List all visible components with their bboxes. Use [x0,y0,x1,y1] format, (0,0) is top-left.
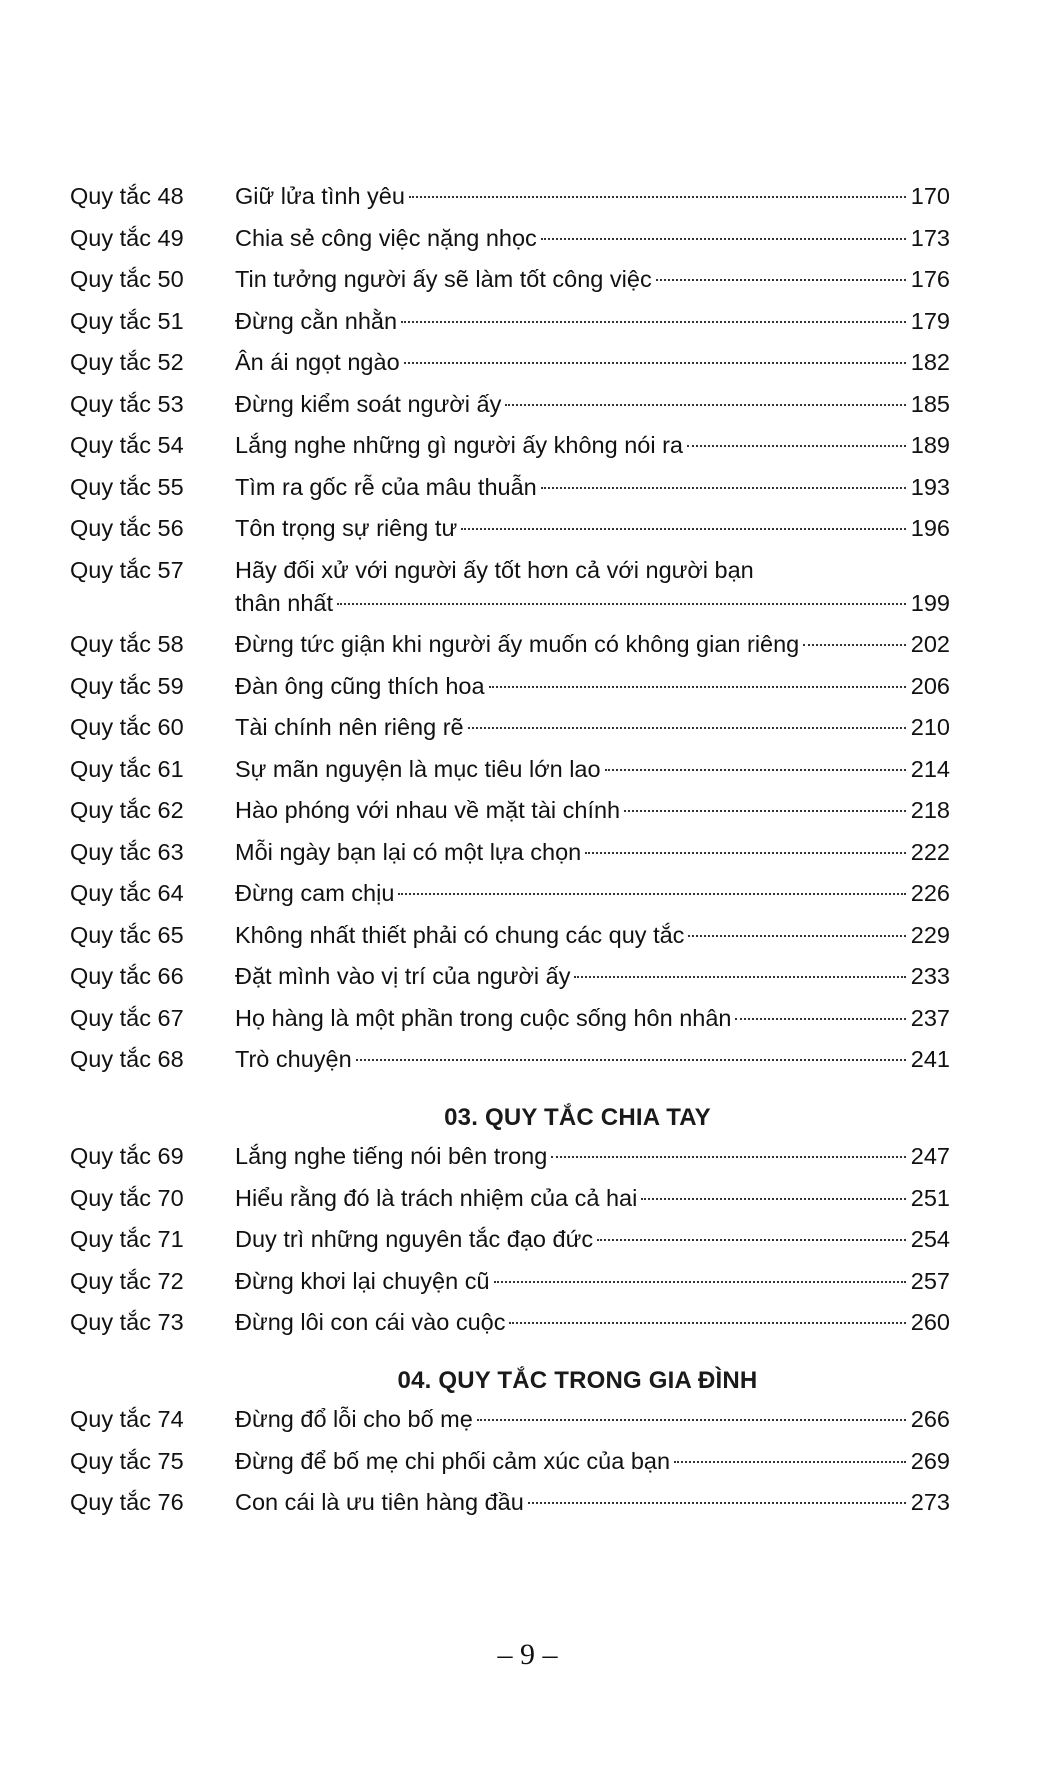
toc-entry [70,753,950,786]
page-number: 214 [910,755,950,782]
entry-title: Đừng để bố mẹ chi phối cảm xúc của bạn [235,1447,671,1474]
entry-title: Lắng nghe tiếng nói bên trong [235,1143,548,1169]
toc-entry [70,1403,950,1436]
entry-line [235,919,950,952]
toc-entry [70,711,950,744]
page-number: 170 [910,183,950,209]
page-number: 251 [910,1184,950,1211]
entry-line [235,1043,950,1076]
toc-entry [70,1182,950,1215]
page-number: 218 [910,797,950,823]
page-number: 199 [910,589,950,616]
page-number: 254 [910,1226,950,1252]
page-number: 189 [910,432,950,458]
rule-number: Quy tắc 52 [70,349,184,375]
toc-entry [70,305,950,338]
entry-title: Tìm ra gốc rễ của mâu thuẫn [235,473,537,500]
toc-entry [70,346,950,379]
entry-line [235,794,950,827]
entry-title: Đừng cằn nhằn [235,307,398,334]
rule-number: Quy tắc 66 [70,963,184,989]
entry-title: Đừng đổ lỗi cho bố mẹ [235,1406,473,1432]
page-number: 269 [910,1447,950,1474]
entry-line [235,1445,950,1478]
entry-title: Không nhất thiết phải có chung các quy tắc [235,921,685,948]
dot-leader [656,279,906,281]
page-number: 179 [910,307,950,334]
section-heading: 04. QUY TẮC TRONG GIA ĐÌNH [397,1367,758,1394]
entry-title: Đừng cam chịu [235,880,395,906]
page-number-footer: – 9 – [497,1638,558,1671]
entry-title: Đừng kiểm soát người ấy [235,390,502,417]
toc-entry [70,1486,950,1519]
entry-body [235,1306,950,1339]
dot-leader [541,238,906,240]
entry-line [235,512,950,545]
page-number: 273 [910,1489,950,1515]
entry-body [235,305,950,338]
dot-leader [404,362,906,364]
entry-line [235,388,950,421]
entry-body [235,471,950,504]
toc-entry [70,1445,950,1478]
page-number: 173 [910,224,950,251]
rule-number: Quy tắc 75 [70,1447,184,1474]
entry-line [235,263,950,296]
dot-leader [641,1198,906,1200]
entry-title: Lắng nghe những gì người ấy không nói ra [235,432,684,458]
entry-body [235,263,950,296]
rule-number: Quy tắc 62 [70,797,184,823]
entry-line [235,222,950,255]
page-number: 182 [910,349,950,375]
page-number: 260 [910,1309,950,1335]
entry-title: Tôn trọng sự riêng tư [235,515,458,541]
dot-leader [674,1461,906,1463]
toc-entry [70,263,950,296]
rule-number: Quy tắc 69 [70,1143,184,1169]
entry-body [235,1445,950,1478]
entry-body [235,1403,950,1436]
page-number: 222 [910,838,950,865]
toc-entry [70,471,950,504]
toc-entry [70,877,950,910]
entry-title: Con cái là ưu tiên hàng đầu [235,1489,524,1515]
table-of-contents [70,180,950,1528]
toc-entry [70,1043,950,1076]
entry-line [235,877,950,910]
toc-entry [70,670,950,703]
entry-line [235,711,950,744]
rule-number: Quy tắc 56 [70,515,184,541]
rule-number: Quy tắc 68 [70,1046,184,1072]
entry-body [235,429,950,462]
entry-title: Trò chuyện [235,1046,352,1072]
entry-body [235,1182,950,1215]
toc-entry [70,1265,950,1298]
toc-section [70,180,950,1076]
rule-number: Quy tắc 70 [70,1184,184,1211]
dot-leader [551,1156,906,1158]
toc-section [70,1098,950,1339]
entry-body [235,222,950,255]
dot-leader [585,852,906,854]
entry-title: Họ hàng là một phần trong cuộc sống hôn nhân [235,1004,732,1031]
entry-line [235,1265,950,1298]
entry-line [235,628,950,661]
entry-title: Hiểu rằng đó là trách nhiệm của cả hai [235,1184,638,1211]
page-number: 202 [910,631,950,657]
entry-line [235,1182,950,1215]
page-number: 193 [910,473,950,500]
entry-body [235,388,950,421]
rule-number: Quy tắc 65 [70,921,184,948]
entry-body [235,512,950,545]
entry-body [235,1002,950,1035]
entry-body [235,836,950,869]
entry-title: Chia sẻ công việc nặng nhọc [235,224,537,251]
entry-line [235,1403,950,1436]
rule-number: Quy tắc 48 [70,183,184,209]
entry-body [235,877,950,910]
dot-leader [356,1059,906,1061]
rule-number: Quy tắc 61 [70,755,184,782]
dot-leader [574,976,906,978]
entry-title: Đặt mình vào vị trí của người ấy [235,963,571,989]
entry-title: Duy trì những nguyên tắc đạo đức [235,1226,594,1252]
dot-leader [468,727,906,729]
rule-number: Quy tắc 67 [70,1004,184,1031]
toc-entry [70,919,950,952]
rule-number: Quy tắc 71 [70,1226,184,1252]
page-number: 229 [910,921,950,948]
page-number: 185 [910,390,950,417]
toc-entry [70,429,950,462]
page-number: 247 [910,1143,950,1169]
entry-line [235,1486,950,1519]
rule-number: Quy tắc 59 [70,672,184,699]
toc-entry [70,554,950,620]
entry-body [235,628,950,661]
entry-line [235,1140,950,1173]
rule-number: Quy tắc 73 [70,1309,184,1335]
rule-number: Quy tắc 58 [70,631,184,657]
toc-entry [70,180,950,213]
dot-leader [398,893,906,895]
dot-leader [688,935,906,937]
rule-number: Quy tắc 54 [70,432,184,458]
rule-number: Quy tắc 50 [70,266,184,292]
dot-leader [401,321,906,323]
rule-number: Quy tắc 53 [70,390,184,417]
rule-number: Quy tắc 55 [70,473,184,500]
entry-title: Tài chính nên riêng rẽ [235,714,464,740]
entry-title: Ân ái ngọt ngào [235,349,400,375]
entry-line [235,1306,950,1339]
dot-leader [337,603,906,605]
page-number: 206 [910,672,950,699]
entry-title: Đàn ông cũng thích hoa [235,672,485,699]
entry-title: Giữ lửa tình yêu [235,183,405,209]
entry-title: thân nhất [235,589,334,616]
toc-entry [70,1140,950,1173]
dot-leader [735,1018,906,1020]
entry-title: Sự mãn nguyện là mục tiêu lớn lao [235,755,601,782]
entry-title: Hào phóng với nhau về mặt tài chính [235,797,621,823]
entry-line [235,587,950,620]
entry-body [235,1043,950,1076]
toc-entry [70,836,950,869]
toc-entry [70,628,950,661]
entry-line [235,1223,950,1256]
dot-leader [541,487,906,489]
page-number: 266 [910,1406,950,1432]
entry-body [235,794,950,827]
toc-entry [70,512,950,545]
entry-body [235,711,950,744]
toc-entry [70,1223,950,1256]
page-number: 196 [910,515,950,541]
entry-line [235,305,950,338]
entry-line [235,471,950,504]
entry-line [235,753,950,786]
rule-number: Quy tắc 64 [70,880,184,906]
entry-line [235,1002,950,1035]
dot-leader [494,1281,906,1283]
toc-entry [70,222,950,255]
dot-leader [461,528,906,530]
page-number: 241 [910,1046,950,1072]
rule-number: Quy tắc 51 [70,307,184,334]
entry-line [235,180,950,213]
entry-body [235,919,950,952]
dot-leader [409,196,906,198]
dot-leader [528,1502,906,1504]
rule-number: Quy tắc 74 [70,1406,184,1432]
dot-leader [477,1419,906,1421]
page-number: 257 [910,1267,950,1294]
entry-body [235,346,950,379]
entry-body [235,960,950,993]
entry-body [235,670,950,703]
rule-number: Quy tắc 76 [70,1489,184,1515]
dot-leader [605,769,906,771]
entry-body [235,1486,950,1519]
entry-title: Đừng tức giận khi người ấy muốn có không gian riêng [235,631,800,657]
page-number: 176 [910,266,950,292]
rule-number: Quy tắc 49 [70,224,184,251]
entry-body [235,1223,950,1256]
toc-entry [70,960,950,993]
rule-number: Quy tắc 72 [70,1267,184,1294]
page-number: 237 [910,1004,950,1031]
entry-body [235,1265,950,1298]
entry-title: Mỗi ngày bạn lại có một lựa chọn [235,838,582,865]
toc-section [70,1361,950,1519]
entry-title: Tin tưởng người ấy sẽ làm tốt công việc [235,266,652,292]
toc-entry [70,388,950,421]
rule-number: Quy tắc 60 [70,714,184,740]
dot-leader [505,404,906,406]
dot-leader [489,686,906,688]
dot-leader [687,445,906,447]
page-number: 233 [910,963,950,989]
entry-title: Đừng lôi con cái vào cuộc [235,1309,506,1335]
entry-line [235,346,950,379]
toc-entry [70,1002,950,1035]
dot-leader [624,810,906,812]
page-number: 226 [910,880,950,906]
entry-body [235,180,950,213]
dot-leader [803,644,906,646]
toc-entry [70,1306,950,1339]
entry-body [235,1140,950,1173]
section-heading: 03. QUY TẮC CHIA TAY [444,1104,711,1131]
entry-line [235,836,950,869]
entry-title: Đừng khơi lại chuyện cũ [235,1267,490,1294]
rule-number: Quy tắc 57 [70,556,184,583]
entry-body [235,554,950,620]
entry-line [235,429,950,462]
entry-body [235,753,950,786]
rule-number: Quy tắc 63 [70,838,184,865]
entry-line [235,960,950,993]
page-number: 210 [910,714,950,740]
entry-line [235,670,950,703]
dot-leader [597,1239,906,1241]
entry-title-line1: Hãy đối xử với người ấy tốt hơn cả với người bạn [235,556,754,583]
dot-leader [509,1322,906,1324]
toc-entry [70,794,950,827]
